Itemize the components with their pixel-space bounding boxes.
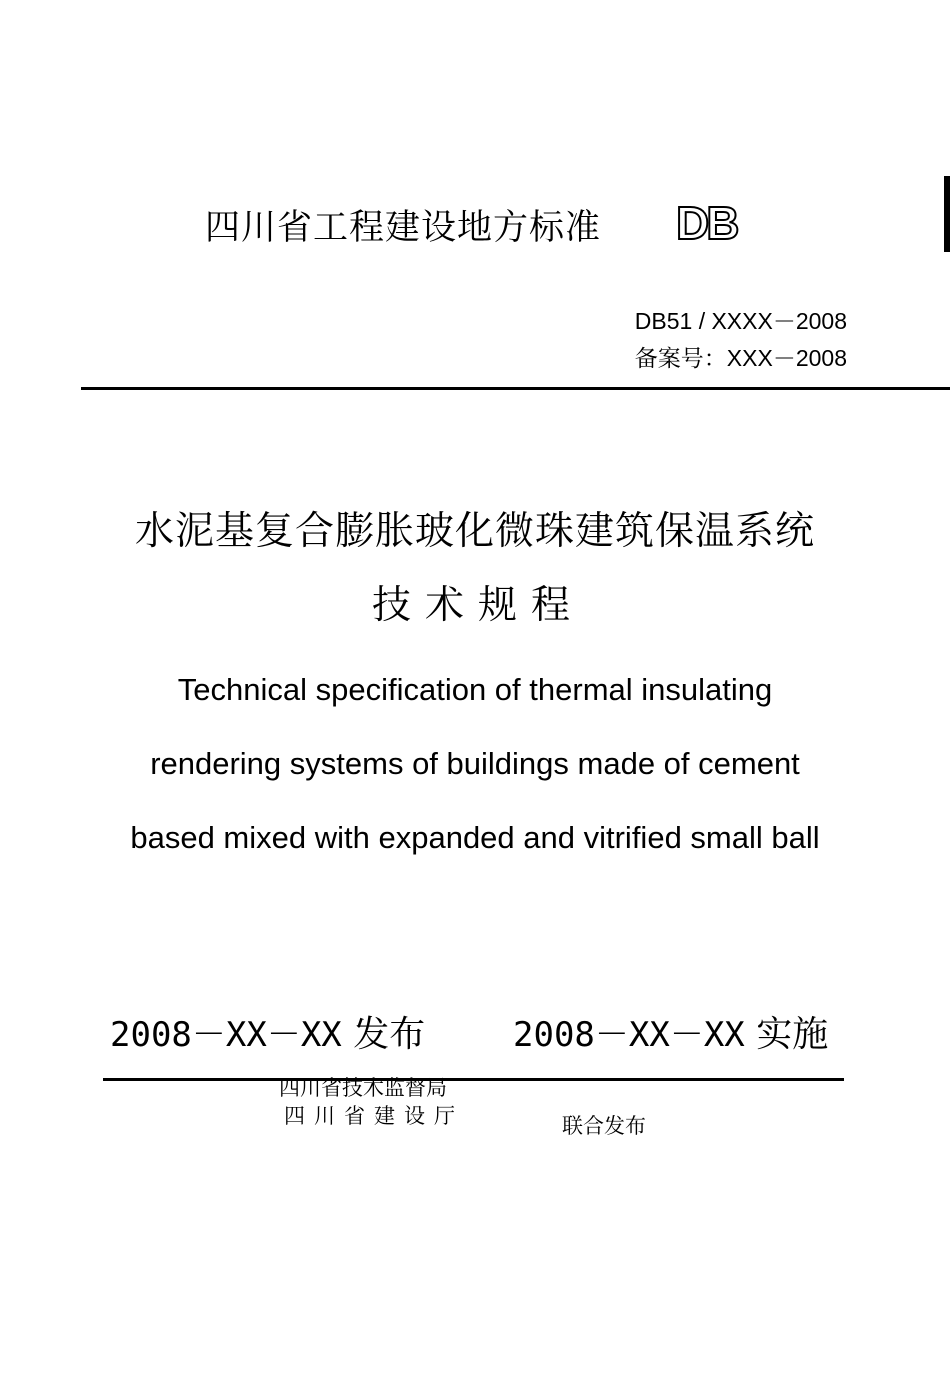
title-english-line-3: based mixed with expanded and vitrified small ball <box>130 820 820 855</box>
standard-type-heading: 四川省工程建设地方标准 <box>205 208 602 248</box>
issuer-construction-department: 四川省建设厅 <box>284 1104 464 1128</box>
subtitle-chinese: 技术规程 <box>371 583 584 628</box>
edge-marker-bar <box>944 176 950 252</box>
footer-divider <box>103 1078 844 1081</box>
title-english-line-2: rendering systems of buildings made of cement <box>150 746 800 781</box>
title-chinese: 水泥基复合膨胀玻化微珠建筑保温系统 <box>134 509 815 554</box>
title-english-line-1: Technical specification of thermal insulating <box>177 672 773 707</box>
header-divider <box>81 387 950 390</box>
implement-label: 实施 <box>756 1014 829 1055</box>
filing-number-line <box>635 340 847 373</box>
jointly-issued-label: 联合发布 <box>562 1114 646 1138</box>
filing-label: 备案号： <box>634 346 727 372</box>
issuer-technical-supervision-bureau: 四川省技术监督局 <box>279 1076 447 1100</box>
db-logo-mark: DB <box>676 197 737 249</box>
filing-number: XXX－2008 <box>726 345 847 371</box>
release-date: 2008－XX－XX <box>110 1015 342 1055</box>
standard-number: DB51 / XXXX－2008 <box>634 308 847 334</box>
release-label: 发布 <box>353 1014 426 1055</box>
release-date-line <box>110 1006 425 1057</box>
implement-date: 2008－XX－XX <box>513 1015 745 1055</box>
implement-date-line <box>513 1006 828 1057</box>
